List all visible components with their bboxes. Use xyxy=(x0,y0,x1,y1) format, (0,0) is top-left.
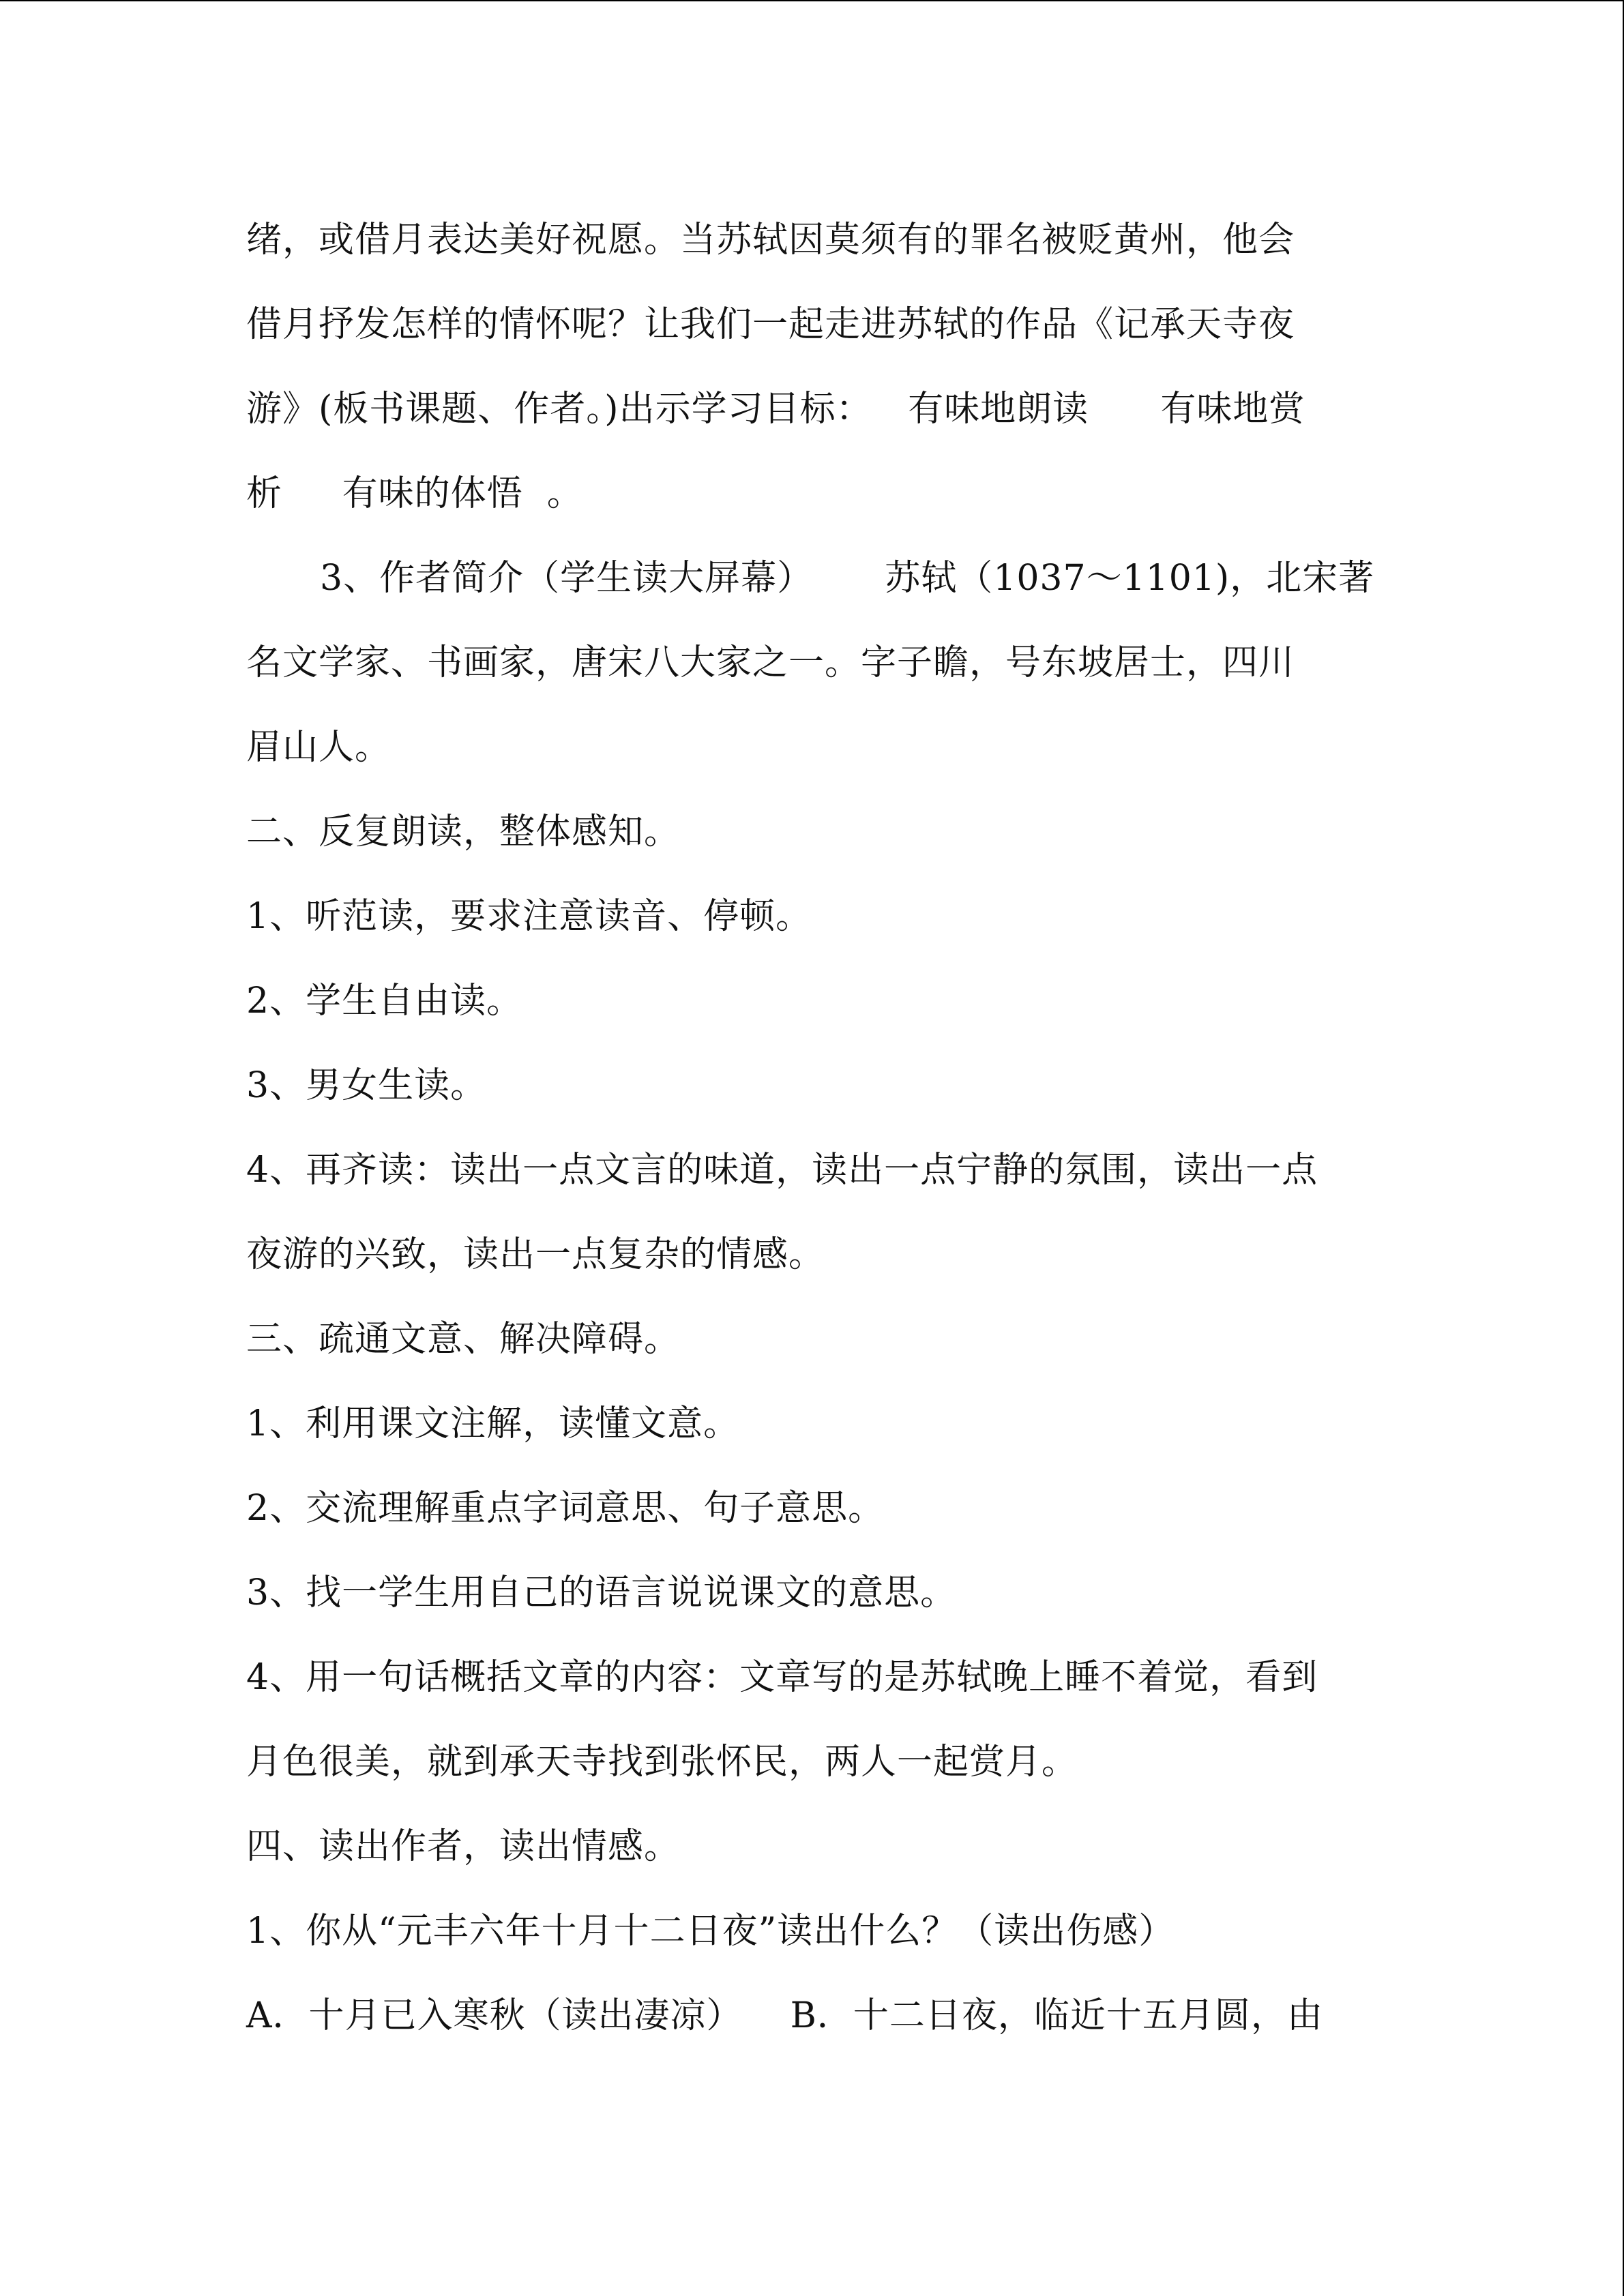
list-item: 3、男女生读。 xyxy=(246,1065,487,1106)
list-item: 1、利用课文注解，读懂文意。 xyxy=(246,1403,740,1444)
list-item: 2、学生自由读。 xyxy=(246,981,523,1022)
paragraph-line: 析 有味的体悟 。 xyxy=(246,473,583,514)
page-top-border xyxy=(0,0,1624,1)
section-heading: 三、疏通文意、解决障碍。 xyxy=(246,1319,681,1360)
author-intro-line: 3、作者简介（学生读大屏幕） 苏轼（1037～1101)，北宋著 xyxy=(320,558,1375,599)
list-item: 2、交流理解重点字词意思、句子意思。 xyxy=(246,1488,885,1529)
paragraph-line: 借月抒发怎样的情怀呢？让我们一起走进苏轼的作品《记承天寺夜 xyxy=(246,304,1295,345)
paragraph-line: 眉山人。 xyxy=(246,727,392,768)
document-body xyxy=(246,198,1382,2058)
list-item: 1、听范读，要求注意读音、停顿。 xyxy=(246,896,812,937)
list-item: 4、再齐读：读出一点文言的味道，读出一点宁静的氛围，读出一点 xyxy=(246,1150,1318,1191)
list-item-continuation: 夜游的兴致，读出一点复杂的情感。 xyxy=(246,1234,825,1275)
section-heading: 二、反复朗读，整体感知。 xyxy=(246,811,681,852)
paragraph-line: 名文学家、书画家，唐宋八大家之一。字子瞻，号东坡居士，四川 xyxy=(246,642,1295,683)
section-heading: 四、读出作者，读出情感。 xyxy=(246,1826,681,1867)
list-item: 3、找一学生用自己的语言说说课文的意思。 xyxy=(246,1572,957,1613)
list-item-continuation: 月色很美，就到承天寺找到张怀民，两人一起赏月。 xyxy=(246,1742,1078,1783)
paragraph-line: 绪，或借月表达美好祝愿。当苏轼因莫须有的罪名被贬黄州，他会 xyxy=(246,220,1295,260)
list-item: 1、你从“元丰六年十月十二日夜”读出什么？（读出伤感） xyxy=(246,1911,1175,1952)
paragraph-line: 游》(板书课题、作者。)出示学习目标： 有味地朗读 有味地赏 xyxy=(246,389,1305,430)
list-item: 4、用一句话概括文章的内容：文章写的是苏轼晚上睡不着觉，看到 xyxy=(246,1657,1318,1698)
list-item: A．十月已入寒秋（读出凄凉） B．十二日夜，临近十五月圆，由 xyxy=(246,1995,1323,2036)
